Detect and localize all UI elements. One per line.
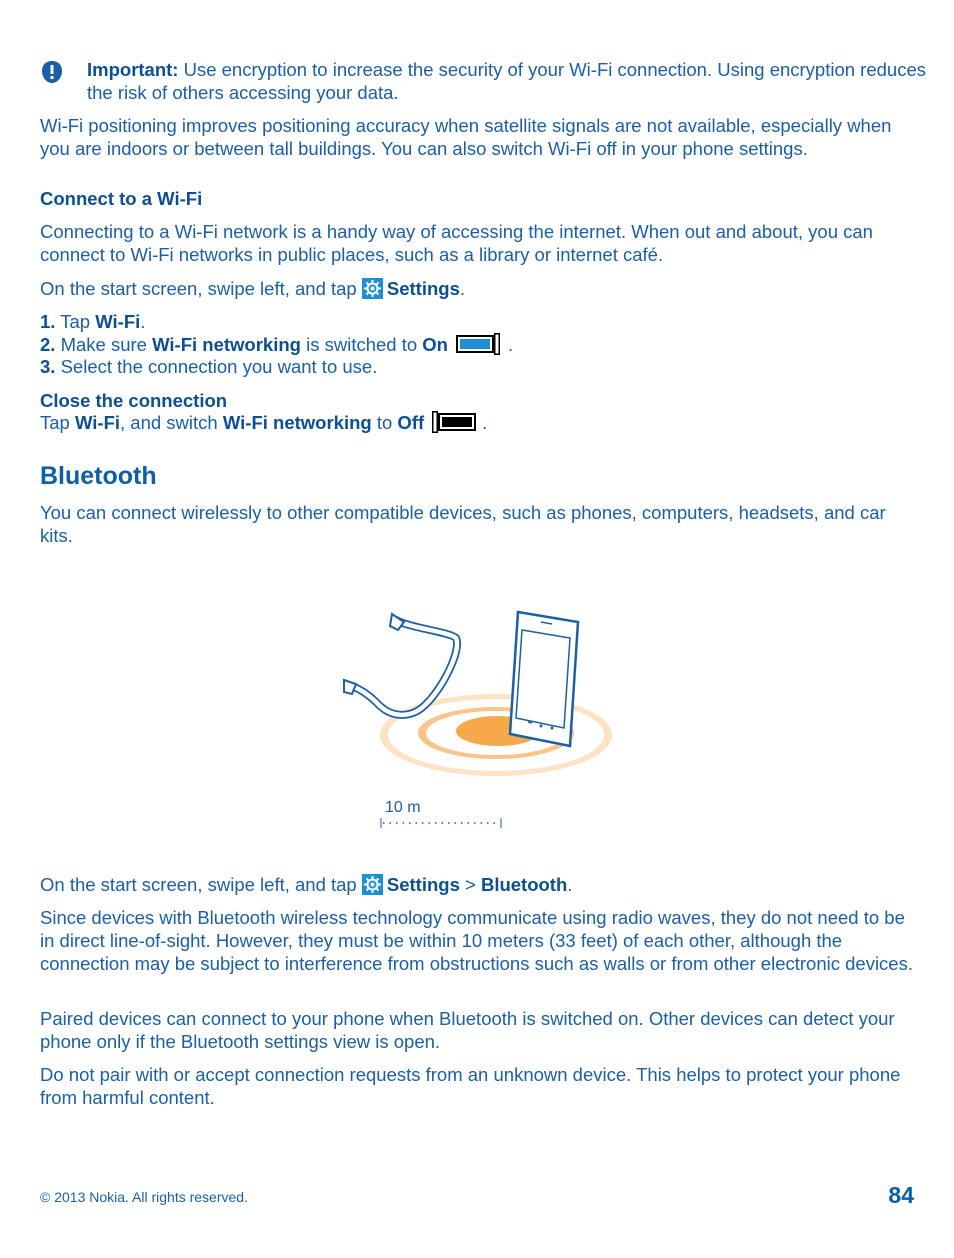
distance-scale (381, 818, 501, 828)
phone-icon (510, 612, 578, 746)
bluetooth-illustration-graphic (330, 600, 630, 840)
important-label: Important: (87, 59, 179, 80)
bluetooth-illustration (330, 600, 630, 840)
close-text: to (371, 412, 398, 433)
settings-link: Settings (386, 278, 460, 299)
positioning-paragraph: Wi-Fi positioning improves positioning accuracy when satellite signals are not available, especially when you are indoors or between tall buildings. You can also switch Wi-Fi off in your phone settings. (40, 115, 892, 159)
bluetooth-start-instruction (40, 873, 920, 896)
period: . (567, 874, 573, 895)
important-note (87, 58, 927, 104)
important-text: Use encryption to increase the security of your Wi-Fi connection. Using encryption reduces the risk of others accessing your data. (87, 59, 927, 103)
copyright: © 2013 Nokia. All rights reserved. (40, 1189, 248, 1205)
step-number: 3. (40, 356, 56, 377)
step-text: . (140, 311, 146, 332)
settings-gear-icon (362, 278, 383, 299)
step-text: Tap (55, 311, 96, 332)
connect-intro: Connecting to a Wi-Fi network is a handy way of accessing the internet. When out and about, you can connect to Wi-Fi networks in public places, such as a library or internet café. (40, 221, 873, 265)
step-number: 2. (40, 334, 56, 355)
connect-heading: Connect to a Wi-Fi (40, 188, 203, 209)
close-text: Tap (40, 412, 75, 433)
bluetooth-link: Bluetooth (480, 874, 568, 895)
step-2 (40, 333, 920, 356)
bluetooth-heading: Bluetooth (40, 462, 157, 490)
step-text: Make sure (55, 334, 153, 355)
close-heading: Close the connection (40, 390, 228, 411)
on-term: On (422, 334, 448, 355)
wifi-term: Wi-Fi (95, 311, 141, 332)
connect-start-instruction (40, 277, 920, 300)
period: . (459, 278, 465, 299)
start-prefix: On the start screen, swipe left, and tap (40, 874, 362, 895)
distance-label: 10 m (385, 799, 421, 816)
settings-link: Settings (386, 874, 460, 895)
step-text: . (507, 334, 514, 355)
bluetooth-intro: You can connect wirelessly to other compatible devices, such as phones, computers, headsets, and car kits. (40, 502, 886, 546)
close-instruction (40, 411, 920, 434)
step-number: 1. (40, 311, 56, 332)
bluetooth-paragraph-2: Paired devices can connect to your phone when Bluetooth is switched on. Other devices can detect your phone only if the Bluetooth settings view is open. (40, 1008, 895, 1052)
bluetooth-paragraph-3: Do not pair with or accept connection requests from an unknown device. This helps to protect your phone from harmful content. (40, 1064, 901, 1108)
step-1 (40, 310, 920, 333)
wifi-networking-term: Wi-Fi networking (222, 412, 372, 433)
signal-rings (380, 694, 612, 776)
start-prefix: On the start screen, swipe left, and tap (40, 278, 362, 299)
close-text: . (482, 412, 488, 433)
off-term: Off (397, 412, 425, 433)
step-text: is switched to (300, 334, 423, 355)
toggle-on-icon (456, 333, 508, 355)
step-text: Select the connection you want to use. (55, 356, 378, 377)
toggle-off-icon (432, 411, 482, 433)
important-icon (40, 60, 64, 84)
page-number: 84 (888, 1182, 914, 1208)
separator: > (459, 874, 481, 895)
settings-gear-icon (362, 874, 383, 895)
bluetooth-paragraph-1: Since devices with Bluetooth wireless technology communicate using radio waves, they do not need to be in direct line-of-sight. However, they must be within 10 meters (33 feet) of each other, although the connection may be subject to interference from obstructions such as walls or from other electronic devices. (40, 907, 913, 974)
wifi-networking-term: Wi-Fi networking (152, 334, 301, 355)
step-3 (40, 355, 920, 378)
close-text: , and switch (120, 412, 223, 433)
wifi-term: Wi-Fi (74, 412, 121, 433)
